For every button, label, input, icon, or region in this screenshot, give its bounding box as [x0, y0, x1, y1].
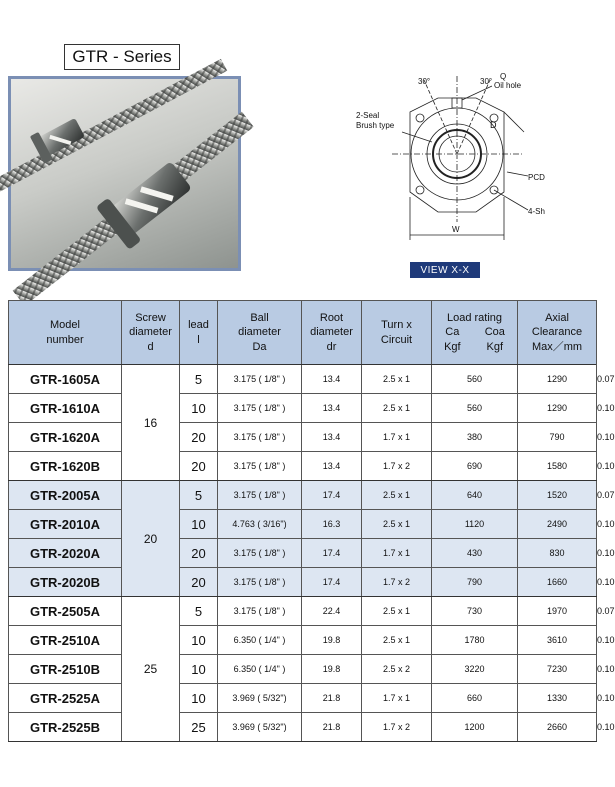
header-lead-line2: l	[197, 333, 200, 346]
ball-cell: 3.175 ( 1/8" )	[218, 597, 302, 626]
ca-cell: 640	[432, 481, 518, 510]
coa-cell: 2660	[518, 713, 597, 742]
lead-cell: 10	[180, 626, 218, 655]
specification-table	[8, 300, 615, 742]
header-model	[9, 301, 122, 365]
header-load-ca-line1: Ca	[445, 326, 460, 339]
coa-cell: 1520	[518, 481, 597, 510]
header-load-title: Load rating	[446, 312, 503, 325]
root-cell: 13.4	[302, 365, 362, 394]
turn-cell: 2.5 x 1	[362, 626, 432, 655]
header-axial-line2: Clearance	[531, 326, 583, 339]
root-cell: 13.4	[302, 423, 362, 452]
turn-cell: 2.5 x 2	[362, 655, 432, 684]
root-cell: 17.4	[302, 539, 362, 568]
ball-cell: 6.350 ( 1/4" )	[218, 655, 302, 684]
header-screw-line3: d	[147, 340, 154, 353]
turn-cell: 2.5 x 1	[362, 365, 432, 394]
ball-cell: 6.350 ( 1/4" )	[218, 626, 302, 655]
lead-cell: 5	[180, 365, 218, 394]
seal-label-line1: 2-Seal	[356, 111, 380, 120]
table-row: GTR-2010A 10 4.763 ( 3/16") 16.3 2.5 x 1 1120 2490 0.10	[9, 510, 597, 539]
root-cell: 19.8	[302, 626, 362, 655]
header-turn-line2: Circuit	[380, 333, 413, 346]
coa-cell: 1970	[518, 597, 597, 626]
lead-cell: 20	[180, 452, 218, 481]
header-axial-line1: Axial	[545, 312, 569, 325]
turn-cell: 2.5 x 1	[362, 481, 432, 510]
ca-cell: 1120	[432, 510, 518, 539]
product-photo	[8, 76, 241, 271]
oil-hole-label: Oil hole	[494, 81, 522, 90]
lead-cell: 10	[180, 655, 218, 684]
header-screw	[122, 301, 180, 365]
header-model-line2: number	[46, 333, 84, 346]
ball-cell: 3.175 ( 1/8" )	[218, 481, 302, 510]
header-row	[9, 301, 597, 365]
ball-cell: 3.969 ( 5/32")	[218, 713, 302, 742]
ca-cell: 1200	[432, 713, 518, 742]
d-label: D	[490, 120, 497, 130]
table-row: GTR-2525B 25 3.969 ( 5/32") 21.8 1.7 x 2 1200 2660 0.10	[9, 713, 597, 742]
ca-cell: 3220	[432, 655, 518, 684]
table-row: GTR-2510A 10 6.350 ( 1/4" ) 19.8 2.5 x 1 1780 3610 0.10	[9, 626, 597, 655]
header-screw-line2: diameter	[129, 326, 172, 339]
series-title: GTR - Series	[64, 44, 180, 70]
table-row: GTR-1605A 16 5 3.175 ( 1/8" ) 13.4 2.5 x 1 560 1290 0.07	[9, 365, 597, 394]
table-row: GTR-1620B 20 3.175 ( 1/8" ) 13.4 1.7 x 2 690 1580 0.10	[9, 452, 597, 481]
table-row: GTR-2020A 20 3.175 ( 1/8" ) 17.4 1.7 x 1 430 830 0.10	[9, 539, 597, 568]
header-axial-line3: Max／mm	[531, 340, 583, 353]
header-lead-line1: lead	[188, 319, 209, 332]
table-row: GTR-2510B 10 6.350 ( 1/4" ) 19.8 2.5 x 2 3220 7230 0.10	[9, 655, 597, 684]
coa-cell: 2490	[518, 510, 597, 539]
root-cell: 16.3	[302, 510, 362, 539]
table-body	[9, 365, 615, 742]
lead-cell: 10	[180, 684, 218, 713]
ball-cell: 3.175 ( 1/8" )	[218, 568, 302, 597]
header-turn	[362, 301, 432, 365]
header-load	[432, 301, 518, 365]
model-number-cell: GTR-2010A	[9, 510, 122, 539]
ball-cell: 3.175 ( 1/8" )	[218, 365, 302, 394]
lead-cell: 20	[180, 423, 218, 452]
turn-cell: 1.7 x 1	[362, 423, 432, 452]
screw-diameter-cell: 20	[122, 481, 180, 597]
header-load-coa-line1: Coa	[484, 326, 505, 339]
header-root-line3: dr	[326, 340, 337, 353]
model-number-cell: GTR-2525A	[9, 684, 122, 713]
lead-cell: 20	[180, 539, 218, 568]
header-load-coa-line2: Kgf	[486, 340, 504, 353]
model-number-cell: GTR-1620A	[9, 423, 122, 452]
root-cell: 22.4	[302, 597, 362, 626]
table-row: GTR-2525A 10 3.969 ( 5/32") 21.8 1.7 x 1 660 1330 0.10	[9, 684, 597, 713]
turn-cell: 1.7 x 2	[362, 568, 432, 597]
lead-cell: 5	[180, 481, 218, 510]
header-root	[302, 301, 362, 365]
lead-cell: 25	[180, 713, 218, 742]
turn-cell: 1.7 x 2	[362, 452, 432, 481]
header-root-line2: diameter	[310, 326, 353, 339]
ca-cell: 730	[432, 597, 518, 626]
coa-cell: 7230	[518, 655, 597, 684]
sh-label: 4-Sh	[528, 207, 545, 216]
lead-cell: 5	[180, 597, 218, 626]
screw-diameter-cell: 16	[122, 365, 180, 481]
ball-cell: 3.175 ( 1/8" )	[218, 452, 302, 481]
model-number-cell: GTR-1620B	[9, 452, 122, 481]
screw-diameter-cell: 25	[122, 597, 180, 742]
header-turn-line1: Turn x	[381, 319, 412, 332]
ca-cell: 690	[432, 452, 518, 481]
model-number-cell: GTR-2525B	[9, 713, 122, 742]
header-axial	[518, 301, 597, 365]
header-load-ca-line2: Kgf	[444, 340, 461, 353]
root-cell: 19.8	[302, 655, 362, 684]
model-number-cell: GTR-2005A	[9, 481, 122, 510]
ball-cell: 3.175 ( 1/8" )	[218, 394, 302, 423]
table-row: GTR-1620A 20 3.175 ( 1/8" ) 13.4 1.7 x 1 380 790 0.10	[9, 423, 597, 452]
turn-cell: 2.5 x 1	[362, 510, 432, 539]
w-label: W	[452, 225, 460, 234]
view-xx-diagram	[352, 72, 592, 247]
coa-cell: 1660	[518, 568, 597, 597]
model-number-cell: GTR-2510A	[9, 626, 122, 655]
lead-cell: 10	[180, 394, 218, 423]
header-ball-line1: Ball	[250, 312, 269, 325]
view-xx-label: VIEW X-X	[410, 262, 480, 278]
turn-cell: 1.7 x 1	[362, 539, 432, 568]
header-ball-line2: diameter	[238, 326, 281, 339]
root-cell: 17.4	[302, 568, 362, 597]
model-number-cell: GTR-2510B	[9, 655, 122, 684]
ca-cell: 560	[432, 365, 518, 394]
ca-cell: 430	[432, 539, 518, 568]
model-number-cell: GTR-1605A	[9, 365, 122, 394]
root-cell: 13.4	[302, 394, 362, 423]
angle-left-label: 30°	[418, 77, 431, 86]
ball-cell: 3.175 ( 1/8" )	[218, 423, 302, 452]
root-cell: 13.4	[302, 452, 362, 481]
coa-cell: 1330	[518, 684, 597, 713]
ca-cell: 1780	[432, 626, 518, 655]
header-model-line1: Model	[50, 319, 80, 332]
header-ball	[218, 301, 302, 365]
coa-cell: 830	[518, 539, 597, 568]
model-number-cell: GTR-2020A	[9, 539, 122, 568]
ball-cell: 3.969 ( 5/32")	[218, 684, 302, 713]
seal-label-line2: Brush type	[356, 121, 395, 130]
table-row: GTR-2005A 20 5 3.175 ( 1/8" ) 17.4 2.5 x 1 640 1520 0.07	[9, 481, 597, 510]
root-cell: 21.8	[302, 684, 362, 713]
lead-cell: 20	[180, 568, 218, 597]
table-row: GTR-2505A 25 5 3.175 ( 1/8" ) 22.4 2.5 x 1 730 1970 0.07	[9, 597, 597, 626]
turn-cell: 2.5 x 1	[362, 394, 432, 423]
turn-cell: 1.7 x 1	[362, 684, 432, 713]
coa-cell: 1290	[518, 365, 597, 394]
header-screw-line1: Screw	[135, 312, 166, 325]
ca-cell: 560	[432, 394, 518, 423]
coa-cell: 790	[518, 423, 597, 452]
angle-right-label: 30°	[480, 77, 493, 86]
header-lead	[180, 301, 218, 365]
ca-cell: 660	[432, 684, 518, 713]
coa-cell: 3610	[518, 626, 597, 655]
table-row: GTR-1610A 10 3.175 ( 1/8" ) 13.4 2.5 x 1 560 1290 0.10	[9, 394, 597, 423]
turn-cell: 2.5 x 1	[362, 597, 432, 626]
q-label: Q	[500, 72, 507, 81]
coa-cell: 1290	[518, 394, 597, 423]
turn-cell: 1.7 x 2	[362, 713, 432, 742]
model-number-cell: GTR-1610A	[9, 394, 122, 423]
ball-cell: 4.763 ( 3/16")	[218, 510, 302, 539]
ball-cell: 3.175 ( 1/8" )	[218, 539, 302, 568]
model-number-cell: GTR-2505A	[9, 597, 122, 626]
coa-cell: 1580	[518, 452, 597, 481]
ca-cell: 380	[432, 423, 518, 452]
lead-cell: 10	[180, 510, 218, 539]
ca-cell: 790	[432, 568, 518, 597]
model-number-cell: GTR-2020B	[9, 568, 122, 597]
root-cell: 17.4	[302, 481, 362, 510]
pcd-label: PCD	[528, 173, 545, 182]
ball-screw-image	[11, 79, 238, 268]
table-row: GTR-2020B 20 3.175 ( 1/8" ) 17.4 1.7 x 2 790 1660 0.10	[9, 568, 597, 597]
root-cell: 21.8	[302, 713, 362, 742]
header-root-line1: Root	[319, 312, 344, 325]
header-ball-line3: Da	[252, 340, 267, 353]
